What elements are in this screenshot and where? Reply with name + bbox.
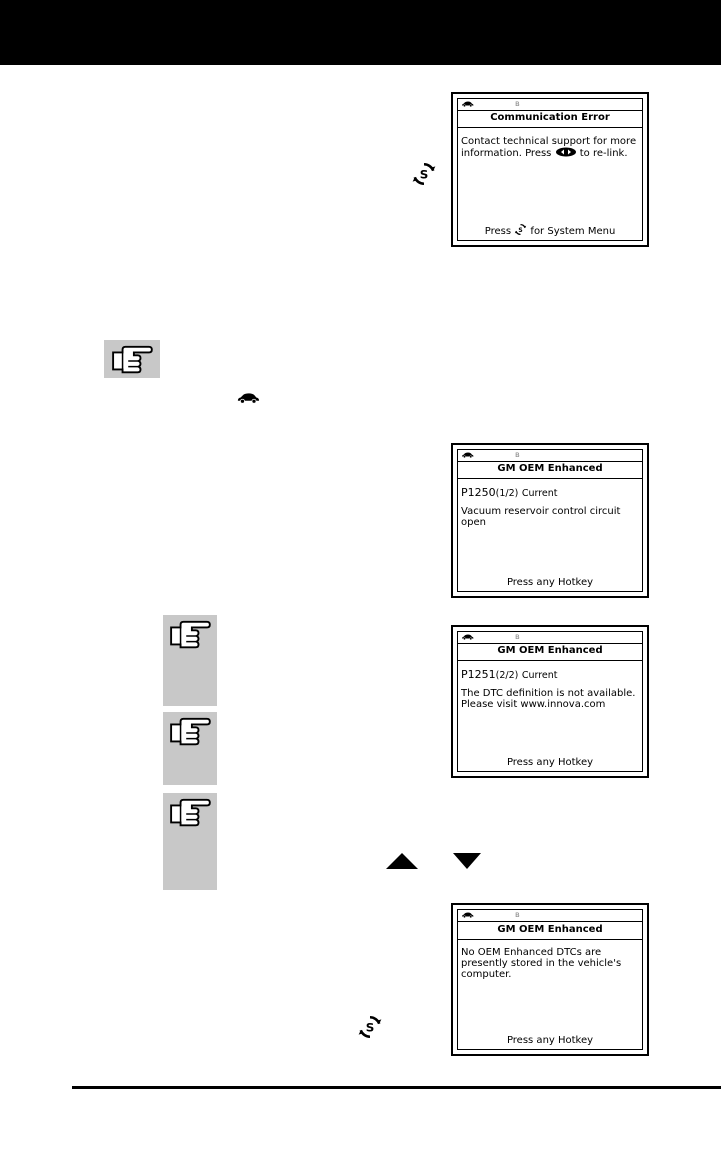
dtc-definition: Vacuum reservoir control circuit open: [461, 506, 621, 528]
note-hand-icon: [104, 340, 160, 378]
car-icon: [461, 452, 474, 458]
page-header-bar: [0, 0, 721, 65]
screen-footer: Press any Hotkey: [506, 577, 594, 588]
system-menu-icon: [357, 1014, 383, 1040]
screen-title: GM OEM Enhanced: [497, 463, 603, 474]
system-menu-icon: [514, 223, 527, 236]
link-icon: [555, 147, 577, 157]
note-hand-icon: [163, 615, 217, 706]
car-icon: [461, 912, 474, 918]
system-menu-icon: [411, 161, 437, 187]
screen-title: Communication Error: [490, 112, 610, 123]
device-screen-no-dtcs: [451, 903, 649, 1056]
screen-title: GM OEM Enhanced: [497, 645, 603, 656]
note-hand-icon: [163, 793, 217, 890]
screen-footer: Press any Hotkey: [506, 757, 594, 768]
down-arrow-icon: [453, 853, 481, 869]
device-screen-p1251: [451, 625, 649, 778]
status-bar: [458, 632, 642, 644]
bluetooth-icon: ʙ: [515, 632, 520, 641]
status-bar: [458, 910, 642, 922]
screen-footer: Press any Hotkey: [506, 1035, 594, 1046]
device-screen-communication-error: [451, 92, 649, 247]
car-icon: [236, 392, 260, 404]
dtc-code-line: P1250(1/2) Current: [461, 486, 558, 499]
car-icon: [461, 101, 474, 107]
dtc-definition: The DTC definition is not available. Please visit www.innova.com: [461, 688, 636, 710]
bluetooth-icon: ʙ: [515, 99, 520, 108]
footer-rule: [72, 1086, 721, 1089]
note-hand-icon: [163, 712, 217, 785]
status-bar: [458, 450, 642, 462]
status-bar: [458, 99, 642, 111]
bluetooth-icon: ʙ: [515, 450, 520, 459]
screen-message: No OEM Enhanced DTCs are presently stored in the vehicle's computer.: [461, 947, 622, 980]
screen-title: GM OEM Enhanced: [497, 924, 603, 935]
device-screen-p1250: [451, 443, 649, 598]
screen-footer: Press for System Menu: [458, 223, 642, 238]
dtc-code-line: P1251(2/2) Current: [461, 668, 558, 681]
up-arrow-icon: [386, 853, 418, 869]
screen-message: Contact technical support for more information. Press to re-link.: [461, 136, 637, 159]
bluetooth-icon: ʙ: [515, 910, 520, 919]
car-icon: [461, 634, 474, 640]
